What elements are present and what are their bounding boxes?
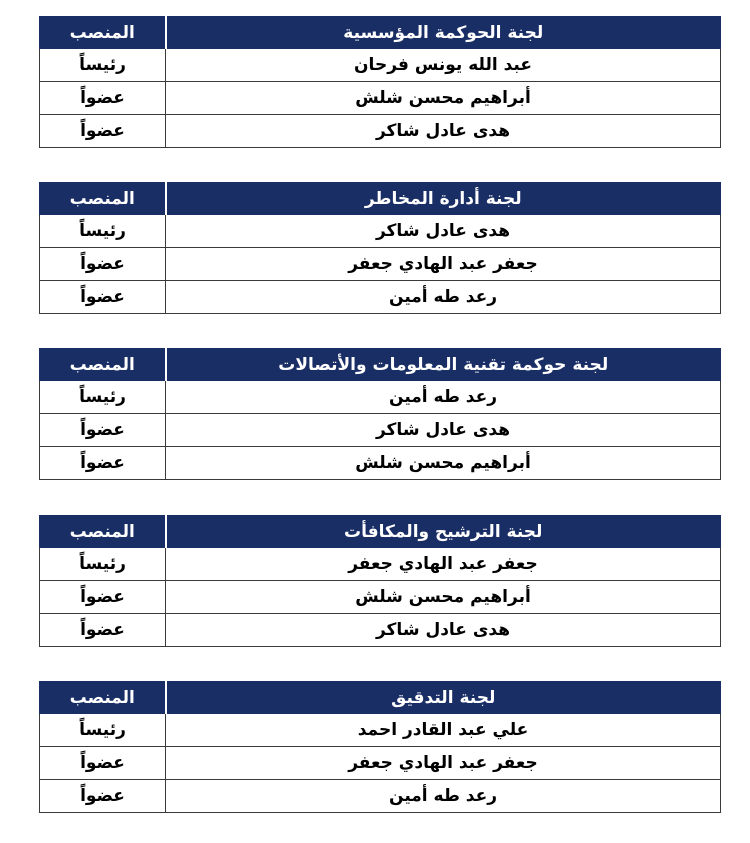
member-name: رعد طه أمين (166, 780, 721, 813)
member-name: جعفر عبد الهادي جعفر (166, 747, 721, 780)
table-row (40, 548, 721, 581)
member-role: عضواً (40, 248, 166, 281)
role-column-header: المنصب (40, 183, 166, 215)
committee-title: لجنة أدارة المخاطر (166, 183, 721, 215)
role-column-header: المنصب (40, 349, 166, 381)
table-row (40, 82, 721, 115)
member-name: أبراهيم محسن شلش (166, 581, 721, 614)
member-name: رعد طه أمين (166, 381, 721, 414)
member-role: عضواً (40, 581, 166, 614)
committee-table-nominations-remuneration (39, 515, 721, 647)
member-role: عضواً (40, 747, 166, 780)
table-row (40, 581, 721, 614)
table-header-row (40, 17, 721, 49)
member-role: عضواً (40, 614, 166, 647)
member-name: عبد الله يونس فرحان (166, 49, 721, 82)
member-role: عضواً (40, 281, 166, 314)
member-role: عضواً (40, 115, 166, 148)
table-row (40, 281, 721, 314)
table-row (40, 447, 721, 480)
member-name: هدى عادل شاكر (166, 215, 721, 248)
table-header-row (40, 349, 721, 381)
member-name: أبراهيم محسن شلش (166, 447, 721, 480)
table-row (40, 381, 721, 414)
committee-title: لجنة الحوكمة المؤسسية (166, 17, 721, 49)
role-column-header: المنصب (40, 516, 166, 548)
committee-table-risk-management (39, 182, 721, 314)
member-role: عضواً (40, 82, 166, 115)
member-name: جعفر عبد الهادي جعفر (166, 548, 721, 581)
table-row (40, 614, 721, 647)
member-role: عضواً (40, 414, 166, 447)
member-name: رعد طه أمين (166, 281, 721, 314)
role-column-header: المنصب (40, 17, 166, 49)
committee-title: لجنة حوكمة تقنية المعلومات والأتصالات (166, 349, 721, 381)
member-role: رئيساً (40, 215, 166, 248)
role-column-header: المنصب (40, 682, 166, 714)
table-row (40, 115, 721, 148)
table-row (40, 49, 721, 82)
member-role: رئيساً (40, 548, 166, 581)
table-row (40, 215, 721, 248)
member-role: رئيساً (40, 381, 166, 414)
member-role: عضواً (40, 447, 166, 480)
member-name: هدى عادل شاكر (166, 414, 721, 447)
member-name: جعفر عبد الهادي جعفر (166, 248, 721, 281)
member-name: هدى عادل شاكر (166, 614, 721, 647)
member-name: أبراهيم محسن شلش (166, 82, 721, 115)
committee-table-corporate-governance (39, 16, 721, 148)
member-name: هدى عادل شاكر (166, 115, 721, 148)
table-header-row (40, 183, 721, 215)
member-role: رئيساً (40, 714, 166, 747)
committee-table-it-governance (39, 348, 721, 480)
committee-title: لجنة التدقيق (166, 682, 721, 714)
table-header-row (40, 682, 721, 714)
table-row (40, 248, 721, 281)
member-name: علي عبد القادر احمد (166, 714, 721, 747)
table-row (40, 414, 721, 447)
member-role: عضواً (40, 780, 166, 813)
committee-title: لجنة الترشيح والمكافأت (166, 516, 721, 548)
member-role: رئيساً (40, 49, 166, 82)
committee-table-audit (39, 681, 721, 813)
table-header-row (40, 516, 721, 548)
table-row (40, 714, 721, 747)
table-row (40, 780, 721, 813)
table-row (40, 747, 721, 780)
